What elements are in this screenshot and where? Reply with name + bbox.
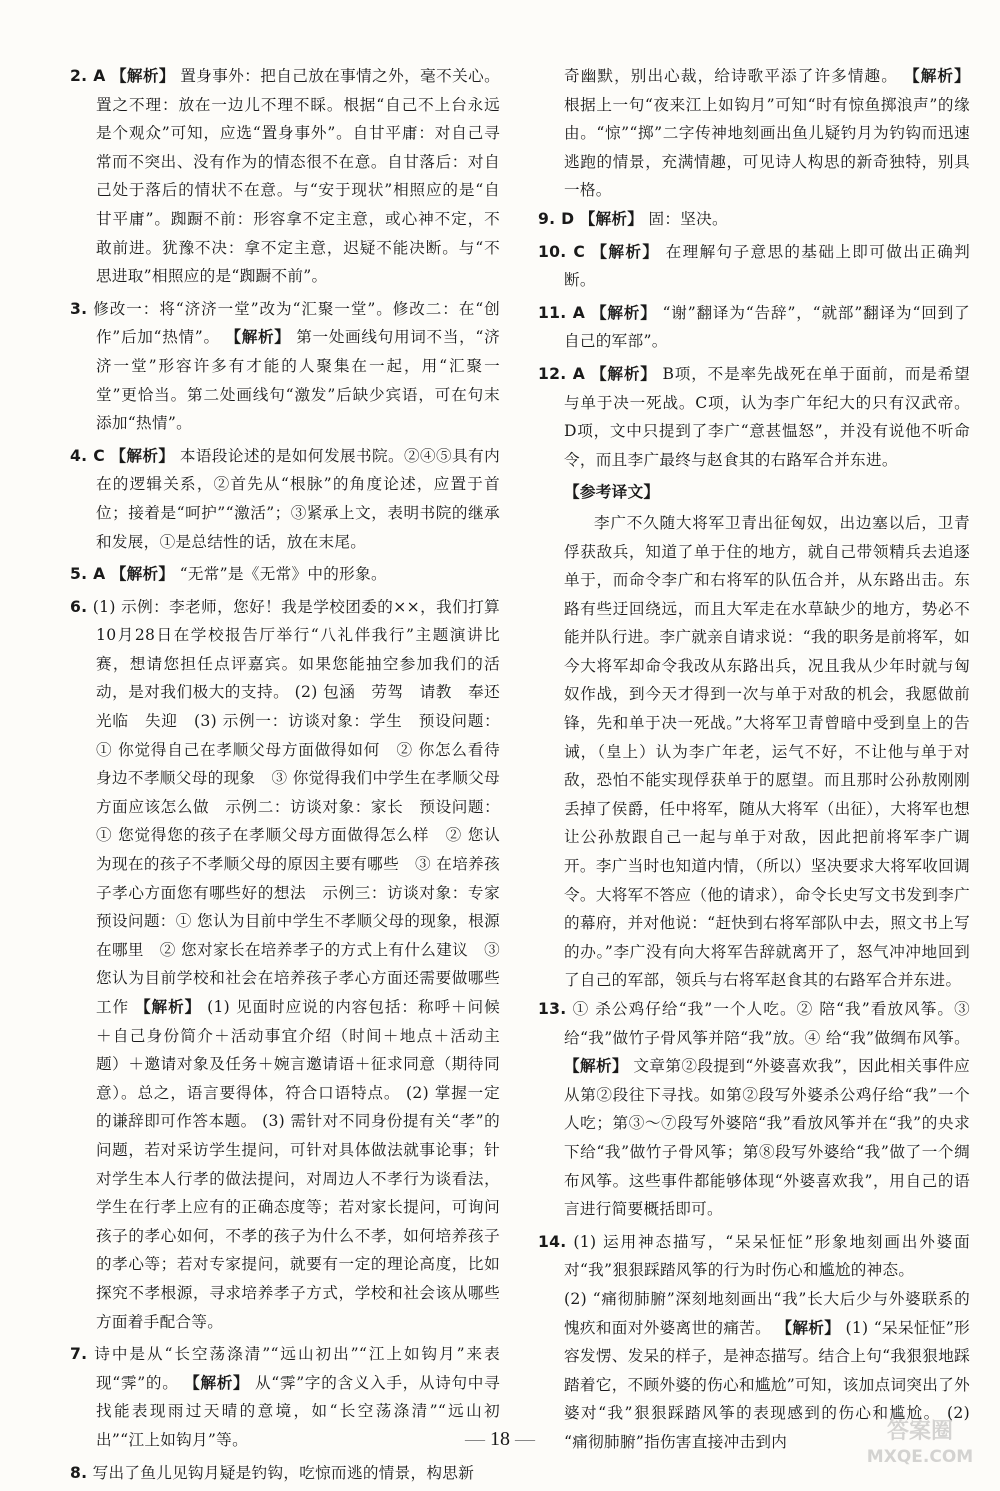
analysis-text: 根据上一句“夜来江上如钩月”可知“时有惊鱼掷浪声”的缘由。“惊”“掷”二字传神地刻画出鱼儿疑钓月为钓钩而迅速逃跑的情景，充满情趣，可见诗人构思的新奇独特，别具一格。 xyxy=(564,95,970,200)
left-column xyxy=(70,62,516,1491)
analysis-tag: 【解析】 xyxy=(590,303,657,322)
analysis-tag: 【解析】 xyxy=(776,1318,841,1337)
question-number: 11. A xyxy=(538,303,586,322)
answer-text: 诗中是从“长空荡涤清”“远山初出”“江上如钩月”来表现“霁”的。 xyxy=(94,1345,500,1392)
answer-text: “无常”是《无常》中的形象。 xyxy=(179,565,387,584)
analysis-tag: 【解析】 xyxy=(184,1373,250,1392)
answer-3 xyxy=(70,295,500,438)
analysis-text: 第一处画线句用词不当，“济济一堂”形容许多有才能的人聚集在一起，用“汇聚一堂”更恰当。第二处画线句“激发”后缺少宾语，可在句末添加“热情”。 xyxy=(96,328,500,433)
analysis-tag: 【解析】 xyxy=(110,446,175,465)
analysis-tag: 【解析】 xyxy=(564,1057,628,1076)
answer-text-part: (2) “痛彻肺腑”深刻地刻画出“我”长大后少与外婆联系的愧疚和面对外婆离世的痛苦。 xyxy=(564,1289,970,1337)
answer-10 xyxy=(538,238,970,295)
question-number: 2. A xyxy=(70,67,106,85)
analysis-text: (1) 见面时应说的内容包括：称呼＋问候＋自己身份简介＋活动事宜介绍（时间＋地点＋活动主题）＋邀请对象及任务＋婉言邀请语＋征求同意（期待同意）。总之，语言要得体，符合口语特点。 (2) 掌握一定的谦辞即可作答本题。 (3) 需针对不同身份提有关“孝”的问题，若对采访学生提问，可针对具体做法就事论事；针对学生本人行孝的做法提问，对周边人不孝行为谈看法，学生在行孝上应有的正确态度等；若对家长提问，可询问孩子的孝心如何，不孝的孩子为什么不孝，如何培养孩子的孝心等；若对专家提问，就要有一定的理论高度，比如探究不孝根源，寻求培养孝子方式，学校和社会该从哪些方面着手配合等。 xyxy=(96,998,500,1331)
answer-text: 本语段论述的是如何发展书院。②④⑤具有内在的逻辑关系，②首先从“根脉”的角度论述，应置于首位；接着是“呵护”“激活”；③紧承上文，表明书院的继承和发展，①是总结性的话，放在末尾。 xyxy=(96,446,500,551)
reference-translation-title: 【参考译文】 xyxy=(564,483,660,502)
question-number: 14. xyxy=(538,1232,567,1251)
question-number: 8. xyxy=(70,1463,88,1482)
analysis-tag: 【解析】 xyxy=(135,998,202,1016)
analysis-tag: 【解析】 xyxy=(110,67,175,85)
answer-4 xyxy=(70,442,500,556)
analysis-text: (1) “呆呆怔怔”形容发愣、发呆的样子，是神态描写。结合上句“我狠狠地踩踏着它，不顾外婆的伤心和尴尬”可知，该加点词突出了外婆对“我”狠狠踩踏风筝的表现感到的伤心和尴尬。 (2) “痛彻肺腑”指伤害直接冲击到内 xyxy=(564,1318,970,1451)
answer-text: 奇幽默，别出心裁，给诗歌平添了许多情趣。 xyxy=(564,67,898,85)
answer-6 xyxy=(70,593,516,1336)
analysis-text: 文章第②段提到“外婆喜欢我”，因此相关事件应从第②段往下寻找。如第②段写外婆杀公鸡仔给“我”一个人吃；第③～⑦段写外婆陪“我”看放风筝并在“我”的央求下给“我”做竹子骨风筝；第⑧段写外婆给“我”做了一个绸布风筝。这些事件都能够体现“外婆喜欢我”，用自己的语言进行简要概括即可。 xyxy=(564,1057,971,1219)
answer-5 xyxy=(70,560,500,589)
analysis-tag: 【解析】 xyxy=(225,328,291,347)
reference-translation-text: 李广不久随大将军卫青出征匈奴，出边塞以后，卫青俘获敌兵，知道了单于住的地方，就自己带领精兵去追逐单于，而命令李广和右将军的队伍合并，从东路出击。东路有些迂回绕远，而且大军走在水草缺少的地方，势必不能并队行进。李广就亲自请求说：“我的职务是前将军，如今大将军却命令我改从东路出兵，况且我从少年时就与匈奴作战，到今天才得到一次与单于对敌的机会，我愿做前锋，先和单于决一死战。”大将军卫青曾暗中受到皇上的告诫，（皇上）认为李广年老，运气不好，不让他与单于对敌，恐怕不能实现俘获单于的愿望。而且那时公孙敖刚刚丢掉了侯爵，任中将军，随从大将军（出征），大将军也想让公孙敖跟自己一起与单于对敌，因此把前将军李广调开。李广当时也知道内情，（所以）坚决要求大将军收回调令。大将军不答应（他的请求），命令长史写文书发到李广的幕府，并对他说：“赶快到右将军部队中去，照文书上写的办。”李广没有向大将军告辞就离开了，怒气冲冲地回到了自己的军部，领兵与右将军赵食其的右路军合并东进。 xyxy=(564,513,970,990)
question-number: 5. A xyxy=(70,565,106,584)
question-number: 3. xyxy=(70,299,88,318)
answer-text: 在理解句子意思的基础上即可做出正确判断。 xyxy=(564,242,971,290)
question-number: 10. C xyxy=(538,242,586,261)
answer-12 xyxy=(538,360,970,474)
answer-text: 修改一：将“济济一堂”改为“汇聚一堂”。修改二：在“创作”后加“热情”。 xyxy=(93,299,500,347)
analysis-tag: 【解析】 xyxy=(110,565,175,584)
question-number: 9. D xyxy=(538,209,575,228)
answer-text: ① 杀公鸡仔给“我”一个人吃。② 陪“我”看放风筝。③ 给“我”做竹子骨风筝并陪“我”放。④ 给“我”做绸布风筝。 xyxy=(564,1000,970,1047)
right-column xyxy=(538,62,970,1461)
question-number: 12. A xyxy=(538,364,586,383)
analysis-tag: 【解析】 xyxy=(904,67,970,85)
question-number: 13. xyxy=(538,1000,567,1018)
answer-text: “谢”翻译为“告辞”，“就部”翻译为“回到了自己的军部”。 xyxy=(564,303,970,351)
answer-8-continued xyxy=(538,62,970,205)
analysis-tag: 【解析】 xyxy=(579,209,644,228)
analysis-tag: 【解析】 xyxy=(590,364,657,383)
question-number: 4. C xyxy=(70,446,105,465)
question-number: 6. xyxy=(70,597,88,616)
analysis-text: 从“霁”字的含义入手，从诗句中寻找能表现雨过天晴的意境，如“长空荡涤清”“远山初出”“江上如钩月”等。 xyxy=(96,1373,500,1449)
question-number: 7. xyxy=(70,1345,88,1364)
answer-13 xyxy=(538,995,970,1224)
answer-text: B项，不是率先战死在单于面前，而是希望与单于决一死战。C项，认为李广年纪大的只有汉武帝。D项，文中只提到了李广“意甚愠怒”，并没有说他不听命令，而且李广最终与赵食其的右路军合并东进。 xyxy=(564,364,970,469)
answer-text: 置身事外：把自己放在事情之外，毫不关心。置之不理：放在一边儿不理不睬。根据“自己不上台永远是个观众”可知，应选“置身事外”。自甘平庸：对自己寻常而不突出、没有作为的情态很不在意。自甘落后：对自己处于落后的情状不在意。与“安于现状”相照应的是“自甘平庸”。踟蹰不前：形容拿不定主意，或心神不定，不敢前进。犹豫不决：拿不定主意，迟疑不能决断。与“不思进取”相照应的是“踟蹰不前”。 xyxy=(96,67,500,286)
answer-text: 固：坚决。 xyxy=(648,209,728,228)
answer-2 xyxy=(70,62,500,291)
analysis-tag: 【解析】 xyxy=(591,242,660,261)
answer-text: 写出了鱼儿见钩月疑是钓钩，吃惊而逃的情景，构思新 xyxy=(92,1463,475,1482)
watermark-logo xyxy=(860,1412,980,1470)
answer-text: (1) 运用神态描写，“呆呆怔怔”形象地刻画出外婆面对“我”狠狠踩踏风筝的行为时伤心和尴尬的神态。 xyxy=(564,1232,970,1280)
answer-text: (1) 示例：李老师，您好！我是学校团委的××，我们打算10月28日在学校报告厅举行“八礼伴我行”主题演讲比赛，想请您担任点评嘉宾。如果您能抽空参加我们的活动，是对我们极大的支持。 (2) 包涵 劳驾 请教 奉还 光临 失迎 (3) 示例一：访谈对象：学生 预设问题：① 你觉得自己在孝顺父母方面做得如何 ② 你怎么看待身边不孝顺父母的现象 ③ 你觉得我们中学生在孝顺父母方面应该怎么做 示例二：访谈对象：家长 预设问题：① 您觉得您的孩子在孝顺父母方面做得怎么样 ② 您认为现在的孩子不孝顺父母的原因主要有哪些 ③ 在培养孩子孝心方面您有哪些好的想法 示例三：访谈对象：专家 预设问题：① 您认为目前中学生不孝顺父母的现象，根源在哪里 ② 您对家长在培养孝子的方式上有什么建议 ③ 您认为目前学校和社会在培养孩子孝心方面还需要做哪些工作 xyxy=(92,597,516,1016)
page-number-value: 18 xyxy=(490,1428,510,1450)
answer-8 xyxy=(70,1459,500,1488)
answer-9 xyxy=(538,205,970,234)
watermark-line2: MXQE.COM xyxy=(866,1447,974,1467)
page-number: — 18 — xyxy=(465,1428,535,1450)
answer-11 xyxy=(538,299,970,356)
watermark-line1: 答案圈 xyxy=(886,1419,954,1444)
